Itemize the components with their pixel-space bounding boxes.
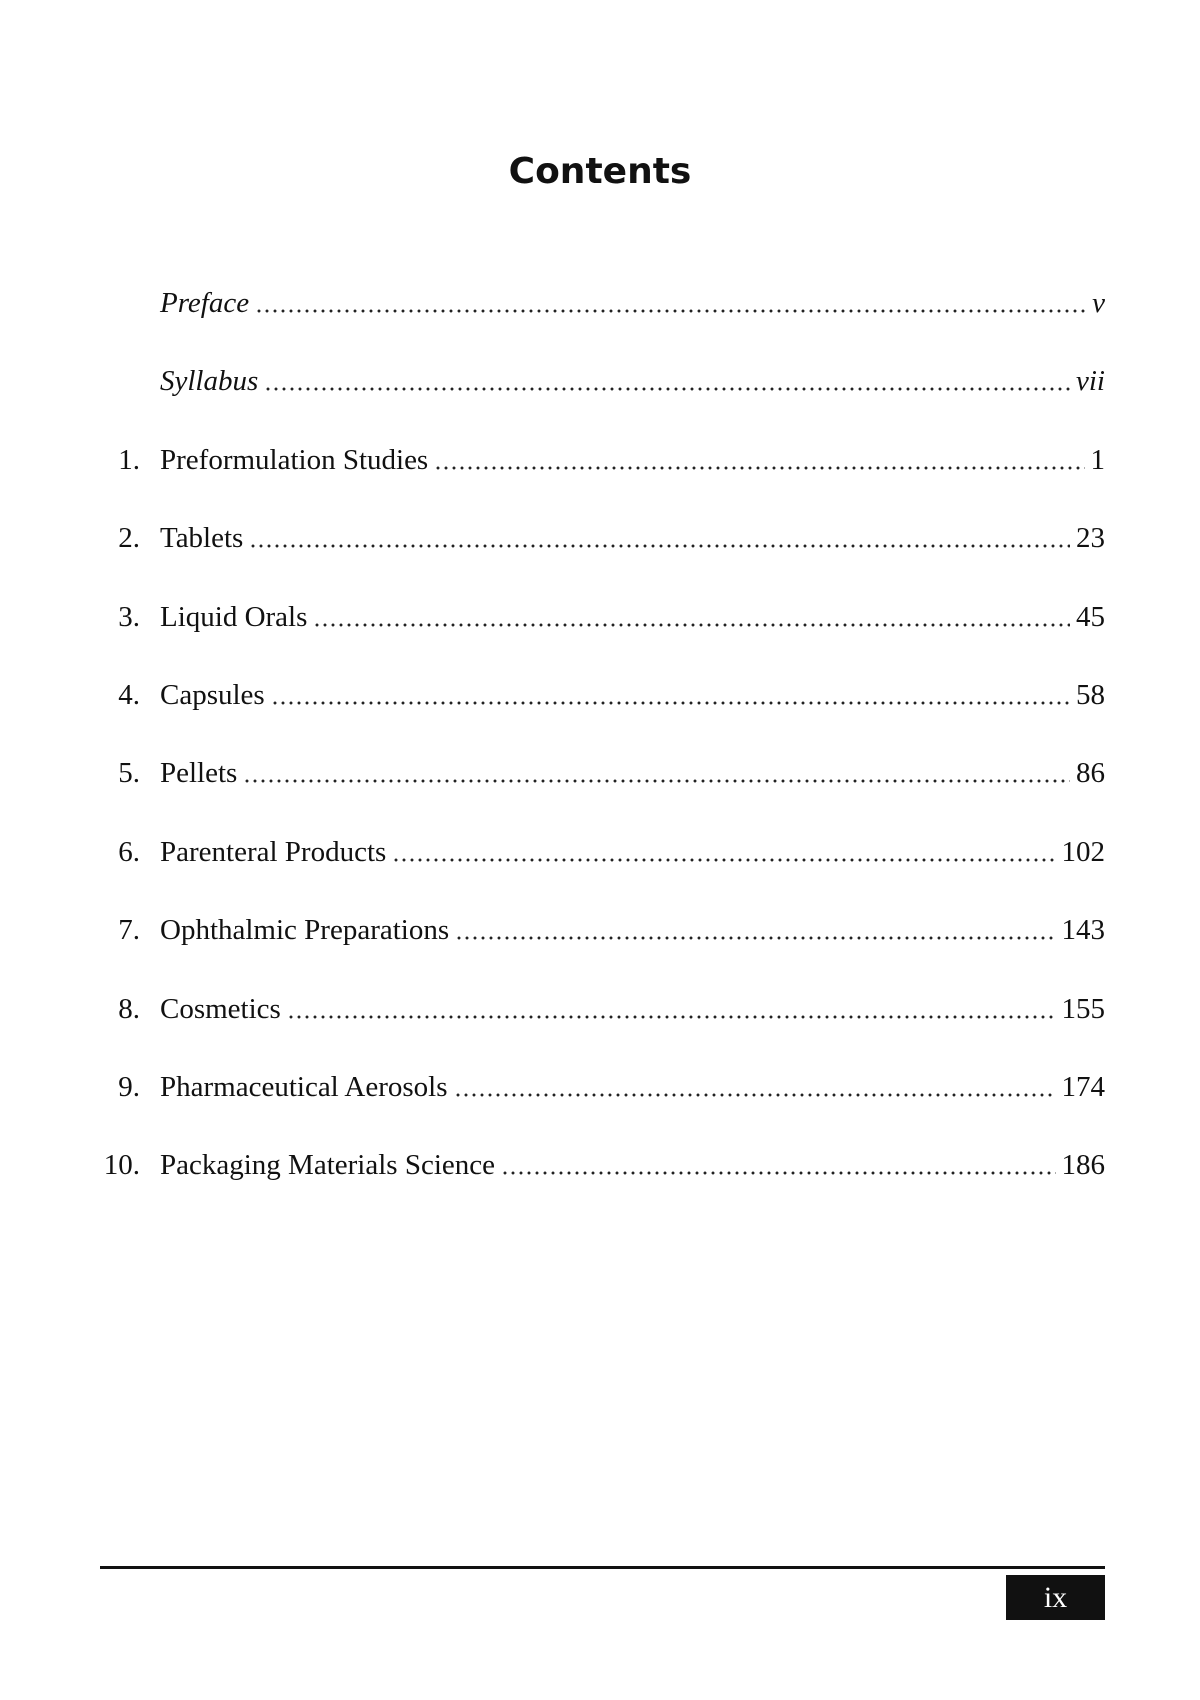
dot-leader <box>501 1170 1056 1176</box>
table-of-contents <box>0 285 1200 1226</box>
toc-entry-page: v <box>1092 287 1105 319</box>
toc-entry-number: 6. <box>118 835 140 868</box>
toc-entry-page: vii <box>1076 365 1105 398</box>
toc-entry-title: Pellets <box>160 757 238 790</box>
toc-entry-chapter-5[interactable] <box>0 755 1200 833</box>
toc-entry-number: 5. <box>118 757 140 790</box>
toc-entry-title: Pharmaceutical Aerosols <box>160 1070 448 1103</box>
footer-rule <box>100 1566 1105 1569</box>
toc-entry-page: 23 <box>1076 522 1105 555</box>
toc-entry-number: 2. <box>118 522 140 555</box>
toc-entry-chapter-9[interactable] <box>0 1069 1200 1147</box>
toc-entry-title: Parenteral Products <box>160 835 387 868</box>
toc-entry-page: 143 <box>1061 914 1105 947</box>
dot-leader <box>255 308 1086 314</box>
toc-entry-chapter-1[interactable] <box>0 442 1200 520</box>
toc-entry-page: 1 <box>1090 443 1105 476</box>
toc-entry-chapter-2[interactable] <box>0 520 1200 598</box>
toc-entry-syllabus[interactable] <box>0 363 1200 441</box>
toc-entry-title: Packaging Materials Science <box>160 1149 495 1182</box>
dot-leader <box>271 700 1070 706</box>
toc-entry-chapter-4[interactable] <box>0 677 1200 755</box>
toc-entry-number: 3. <box>118 600 140 633</box>
toc-entry-page: 86 <box>1076 757 1105 790</box>
toc-entry-chapter-10[interactable] <box>0 1147 1200 1225</box>
dot-leader <box>454 1092 1056 1098</box>
toc-entry-chapter-7[interactable] <box>0 912 1200 990</box>
dot-leader <box>264 386 1070 392</box>
page-number-badge <box>1006 1575 1105 1620</box>
dot-leader <box>313 622 1070 628</box>
page-number: ix <box>1043 1580 1068 1614</box>
toc-entry-page: 45 <box>1076 600 1105 633</box>
toc-entry-title: Liquid Orals <box>160 600 308 633</box>
toc-entry-number: 7. <box>118 914 140 947</box>
toc-entry-page: 102 <box>1061 835 1105 868</box>
toc-entry-number: 1. <box>118 443 140 476</box>
toc-entry-number: 9. <box>118 1070 140 1103</box>
page-title: Contents <box>508 151 692 192</box>
toc-entry-number: 4. <box>118 678 140 711</box>
dot-leader <box>287 1014 1056 1020</box>
toc-entry-title: Tablets <box>160 522 244 555</box>
toc-entry-number: 8. <box>118 992 140 1025</box>
toc-entry-title: Syllabus <box>160 365 259 398</box>
dot-leader <box>249 543 1070 549</box>
dot-leader <box>243 778 1070 784</box>
toc-entry-title: Preformulation Studies <box>160 443 429 476</box>
dot-leader <box>434 465 1084 471</box>
toc-entry-title: Ophthalmic Preparations <box>160 914 450 947</box>
toc-entry-chapter-6[interactable] <box>0 834 1200 912</box>
toc-entry-chapter-8[interactable] <box>0 991 1200 1069</box>
toc-entry-title: Cosmetics <box>160 992 281 1025</box>
toc-entry-page: 174 <box>1061 1070 1105 1103</box>
toc-entry-title: Preface <box>160 287 250 319</box>
dot-leader <box>455 935 1055 941</box>
toc-entry-number: 10. <box>103 1149 140 1182</box>
toc-entry-preface[interactable] <box>0 285 1200 363</box>
toc-entry-page: 58 <box>1076 678 1105 711</box>
toc-entry-page: 186 <box>1061 1149 1105 1182</box>
toc-entry-page: 155 <box>1061 992 1105 1025</box>
dot-leader <box>392 857 1055 863</box>
toc-entry-title: Capsules <box>160 678 265 711</box>
toc-entry-chapter-3[interactable] <box>0 599 1200 677</box>
